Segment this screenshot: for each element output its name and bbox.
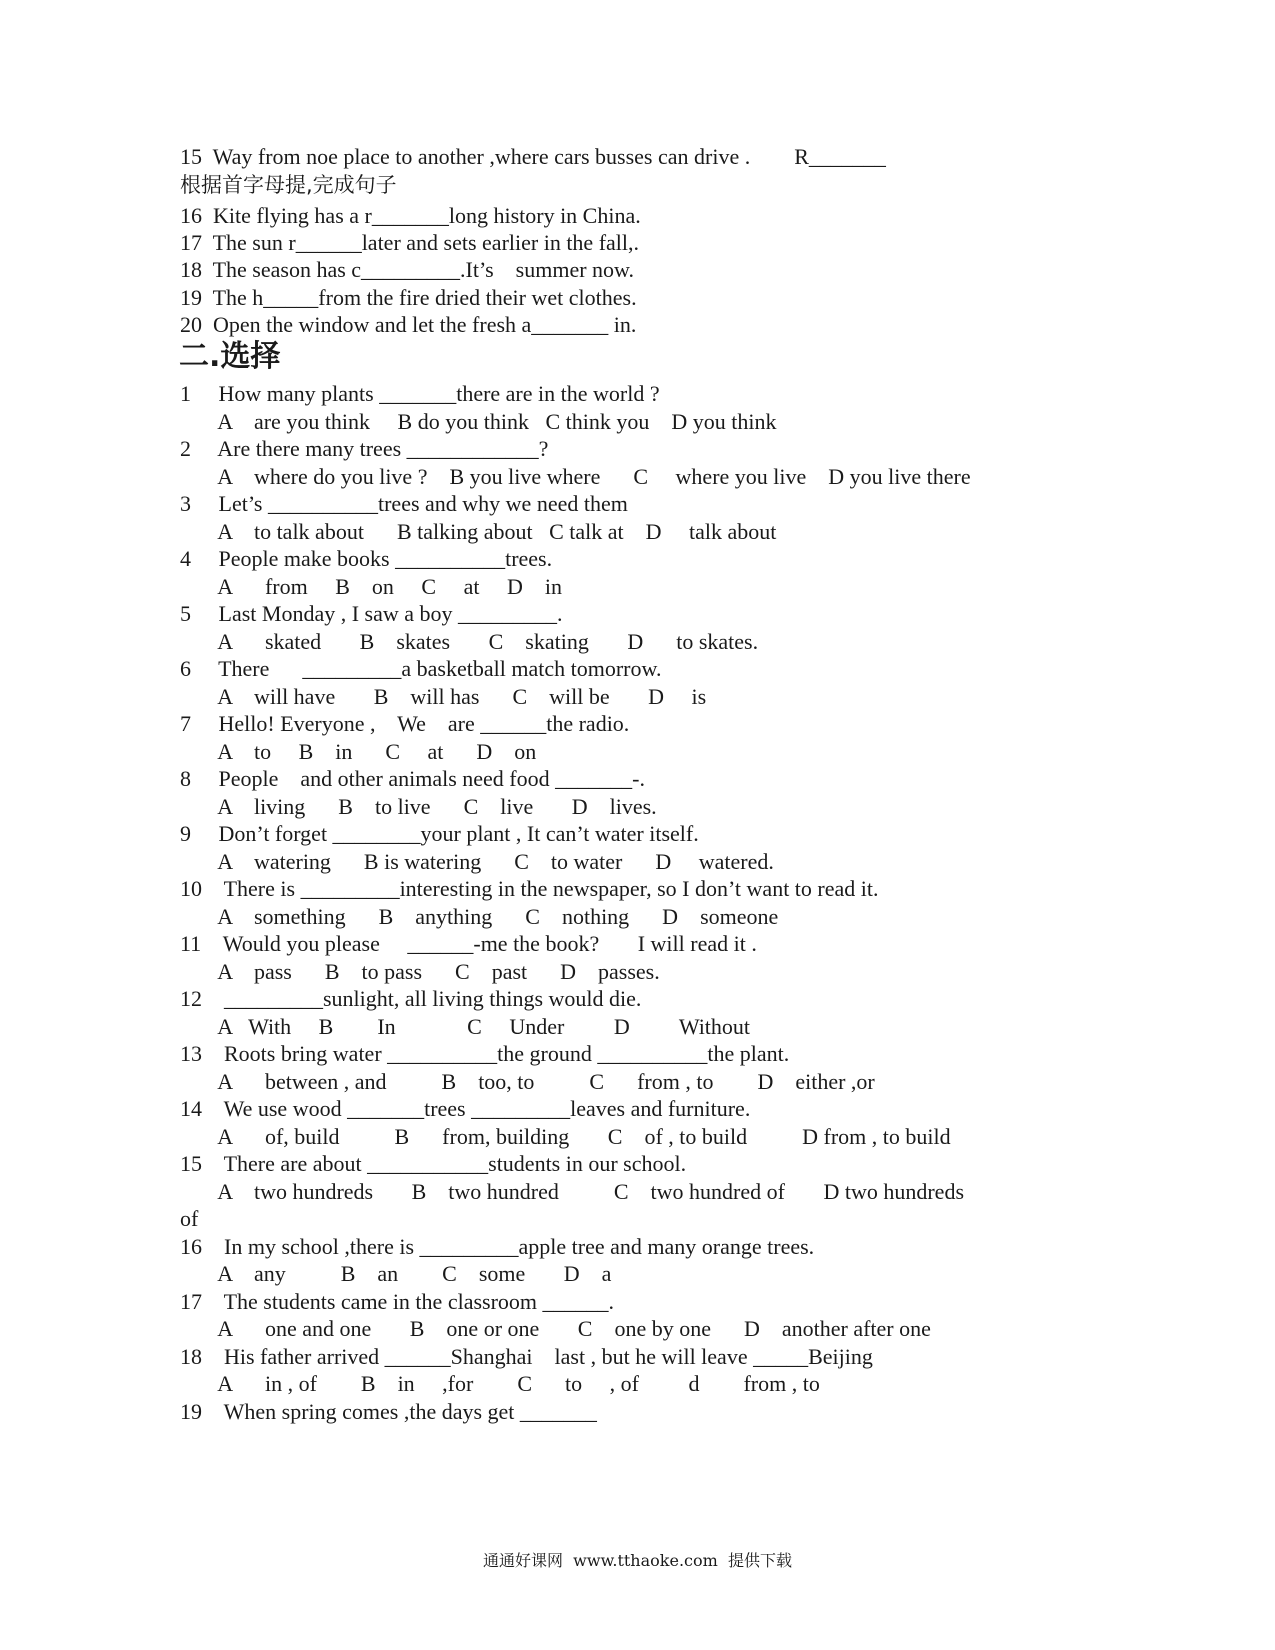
mc-options: A of, build B from, building C of , to build D from , to build xyxy=(180,1124,951,1149)
mc-question: 6 There _________a basketball match tomorrow. xyxy=(180,656,662,681)
instruction-text: 根据首字母提,完成句子 xyxy=(180,173,397,197)
mc-options: A skated B skates C skating D to skates. xyxy=(180,629,759,654)
mc-options: A to talk about B talking about C talk at D talk about xyxy=(180,519,777,544)
mc-options: A are you think B do you think C think you D you think xyxy=(180,409,777,434)
section-title: 二.选择 xyxy=(179,339,281,374)
mc-question: 14 We use wood _______trees _________leaves and furniture. xyxy=(180,1096,751,1121)
mc-question: 13 Roots bring water __________the ground __________the plant. xyxy=(180,1041,790,1066)
mc-question: of xyxy=(180,1206,199,1231)
mc-question: 19 When spring comes ,the days get _______ xyxy=(180,1399,597,1424)
mc-options: A to B in C at D on xyxy=(180,739,537,764)
mc-question: 16 In my school ,there is _________apple tree and many orange trees. xyxy=(180,1234,815,1259)
mc-options: A two hundreds B two hundred C two hundred of D two hundreds xyxy=(180,1179,965,1204)
mc-question: 10 There is _________interesting in the newspaper, so I don’t want to read it. xyxy=(180,876,879,901)
mc-options: A watering B is watering C to water D watered. xyxy=(180,849,774,874)
mc-question: 1 How many plants _______there are in the world ? xyxy=(180,381,660,406)
mc-question: 15 There are about ___________students in our school. xyxy=(180,1151,687,1176)
mc-question: 4 People make books __________trees. xyxy=(180,546,553,571)
mc-question: 18 His father arrived ______Shanghai last , but he will leave _____Beijing xyxy=(180,1344,873,1369)
mc-options: A pass B to pass C past D passes. xyxy=(180,959,660,984)
question-18: 18 The season has c_________.It’s summer now. xyxy=(180,257,634,282)
question-17: 17 The sun r______later and sets earlier in the fall,. xyxy=(180,230,640,255)
mc-options: A With B In C Under D Without xyxy=(180,1014,751,1039)
question-16: 16 Kite flying has a r_______long history in China. xyxy=(180,203,641,228)
mc-question: 7 Hello! Everyone , We are ______the radio. xyxy=(180,711,630,736)
mc-options: A one and one B one or one C one by one D another after one xyxy=(180,1316,931,1341)
question-15: 15 Way from noe place to another ,where cars busses can drive . R_______ xyxy=(180,144,886,169)
mc-options: A something B anything C nothing D someone xyxy=(180,904,779,929)
mc-question: 17 The students came in the classroom ______. xyxy=(180,1289,615,1314)
question-19: 19 The h_____from the fire dried their wet clothes. xyxy=(180,285,637,310)
mc-options: A will have B will has C will be D is xyxy=(180,684,707,709)
mc-question: 9 Don’t forget ________your plant , It can’t water itself. xyxy=(180,821,699,846)
mc-question: 12 _________sunlight, all living things would die. xyxy=(180,986,642,1011)
mc-options: A in , of B in ,for C to , of d from , to xyxy=(180,1371,820,1396)
footer-text: 通通好课网 www.tthaoke.com 提供下载 xyxy=(483,1551,792,1570)
mc-question: 3 Let’s __________trees and why we need them xyxy=(180,491,628,516)
mc-question: 5 Last Monday , I saw a boy _________. xyxy=(180,601,563,626)
mc-options: A where do you live ? B you live where C where you live D you live there xyxy=(180,464,971,489)
mc-question: 8 People and other animals need food _______-. xyxy=(180,766,645,791)
mc-options: A any B an C some D a xyxy=(180,1261,612,1286)
mc-options: A from B on C at D in xyxy=(180,574,562,599)
mc-options: A living B to live C live D lives. xyxy=(180,794,657,819)
mc-question: 11 Would you please ______-me the book? I will read it . xyxy=(180,931,757,956)
question-20: 20 Open the window and let the fresh a_______ in. xyxy=(180,312,637,337)
mc-options: A between , and B too, to C from , to D either ,or xyxy=(180,1069,875,1094)
mc-question: 2 Are there many trees ____________? xyxy=(180,436,549,461)
